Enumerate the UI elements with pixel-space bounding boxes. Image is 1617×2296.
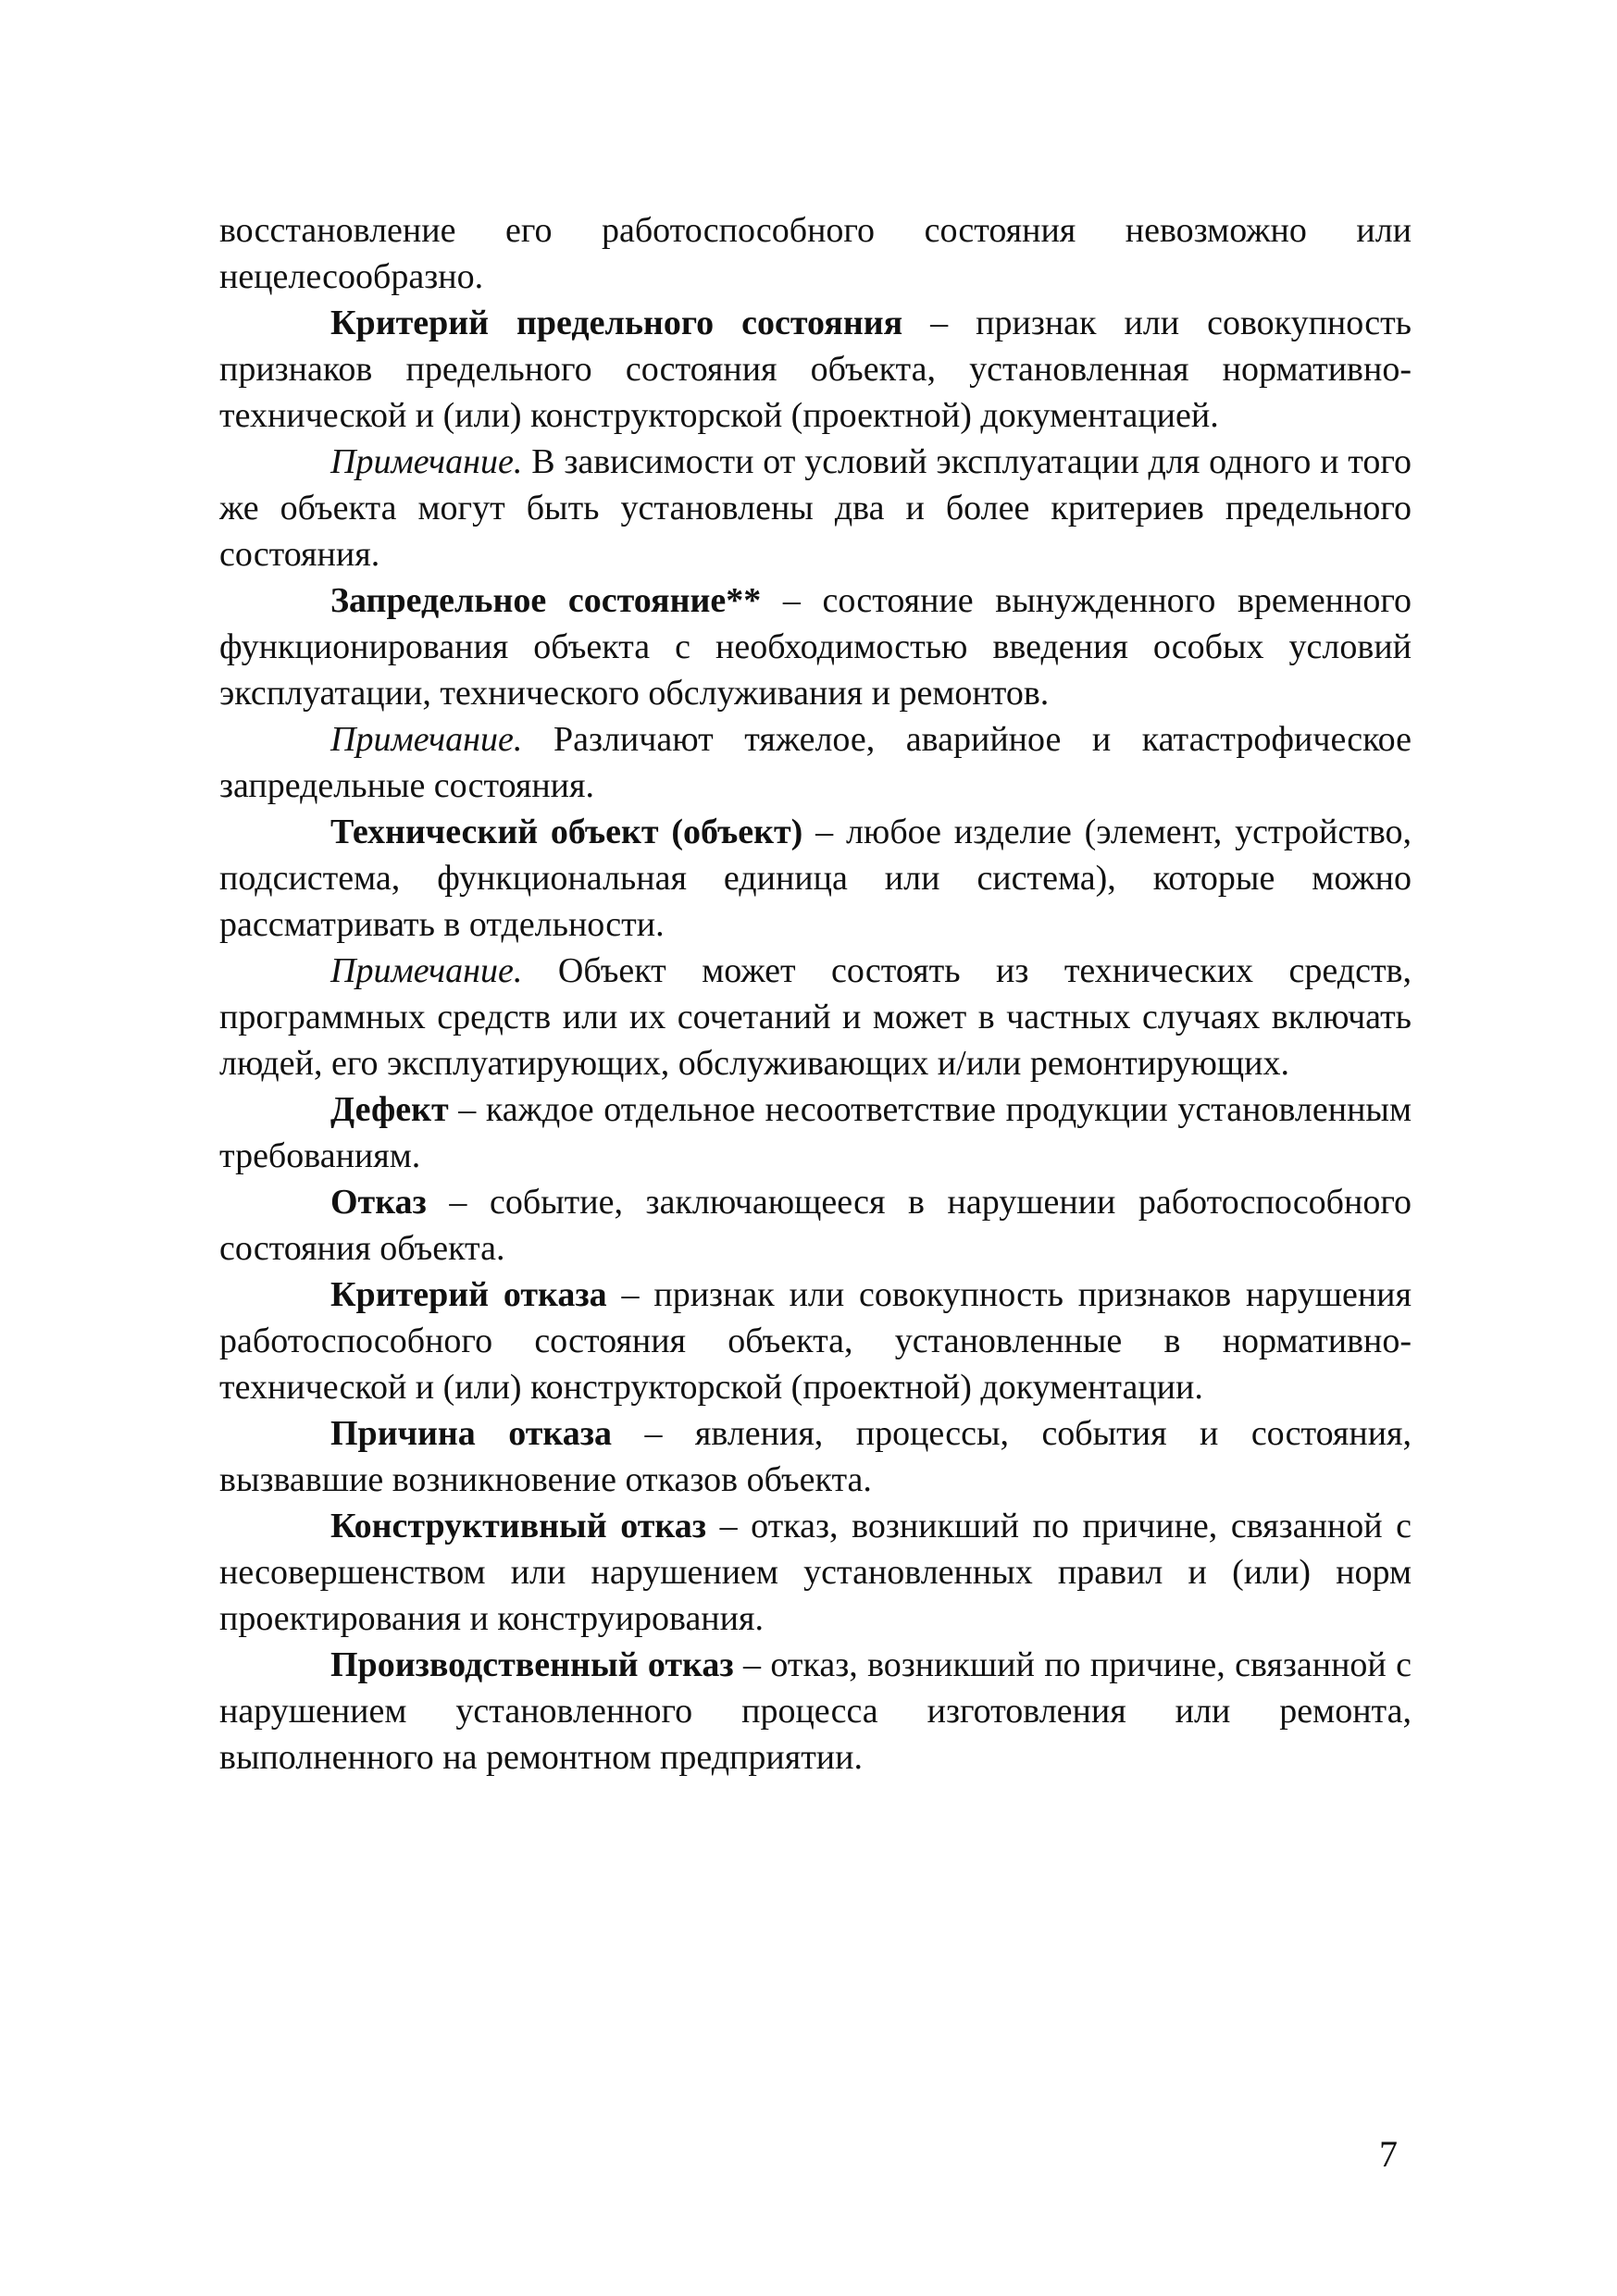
- term: Отказ: [330, 1183, 427, 1222]
- definition-text: – состояние вынужденного временного функционирования объекта с необходимостью введения особых условий эксплуатации, технического обслуживания и ремонтов.: [219, 581, 1412, 713]
- definition-text: – явления, процессы, события и состояния, вызвавшие возникновение отказов объекта.: [219, 1414, 1412, 1499]
- page-body: [219, 207, 1412, 1781]
- paragraph-text: восстановление его работоспособного состояния невозможно или нецелесообразно.: [219, 211, 1412, 296]
- definition-production-failure: [219, 1642, 1412, 1781]
- term: Производственный отказ: [330, 1645, 734, 1684]
- definition-failure: [219, 1179, 1412, 1272]
- definition-technical-object: [219, 809, 1412, 948]
- definition-text: – событие, заключающееся в нарушении работоспособного состояния объекта.: [219, 1183, 1412, 1268]
- definition-text: – отказ, возникший по причине, связанной с несовершенством или нарушением установленных правил и (или) норм проектирования и конструирования.: [219, 1507, 1412, 1638]
- definition-beyond-limit-state: [219, 577, 1412, 716]
- definition-text: – признак или совокупность признаков предельного состояния объекта, установленная нормативно-технической и (или) конструкторской (проектной) документацией.: [219, 304, 1412, 435]
- definition-text: – отказ, возникший по причине, связанной с нарушением установленного процесса изготовления или ремонта, выполненного на ремонтном предприятии.: [219, 1645, 1412, 1777]
- note-text: Различают тяжелое, аварийное и катастрофическое запредельные состояния.: [219, 720, 1412, 805]
- note-2: [219, 716, 1412, 809]
- definition-design-failure: [219, 1503, 1412, 1642]
- term: Причина отказа: [330, 1414, 613, 1453]
- term: Конструктивный отказ: [330, 1507, 706, 1545]
- note-text: В зависимости от условий эксплуатации для одного и того же объекта могут быть установлены два и более критериев предельного состояния.: [219, 442, 1412, 574]
- term: Критерий отказа: [330, 1275, 607, 1314]
- definition-defect: [219, 1086, 1412, 1179]
- term: Запредельное состояние**: [330, 581, 762, 620]
- definition-limit-state-criterion: [219, 300, 1412, 439]
- note-1: [219, 439, 1412, 577]
- definition-text: – каждое отдельное несоответствие продукции установленным требованиям.: [219, 1090, 1412, 1175]
- term: Дефект: [330, 1090, 449, 1129]
- note-3: [219, 948, 1412, 1086]
- definition-text: – признак или совокупность признаков нарушения работоспособного состояния объекта, установленные в нормативно-технической и (или) конструкторской (проектной) документации.: [219, 1275, 1412, 1407]
- definition-text: – любое изделие (элемент, устройство, подсистема, функциональная единица или система), которые можно рассматривать в отдельности.: [219, 813, 1412, 944]
- paragraph-continuation: [219, 207, 1412, 300]
- note-text: Объект может состоять из технических средств, программных средств или их сочетаний и может в частных случаях включать людей, его эксплуатирующих, обслуживающих и/или ремонтирующих.: [219, 951, 1412, 1083]
- note-label: Примечание.: [330, 720, 523, 759]
- term: Технический объект (объект): [330, 813, 803, 851]
- page-number: 7: [1379, 2133, 1398, 2175]
- note-label: Примечание.: [330, 442, 523, 481]
- term: Критерий предельного состояния: [330, 304, 903, 342]
- definition-failure-cause: [219, 1410, 1412, 1503]
- note-label: Примечание.: [330, 951, 523, 990]
- definition-failure-criterion: [219, 1272, 1412, 1410]
